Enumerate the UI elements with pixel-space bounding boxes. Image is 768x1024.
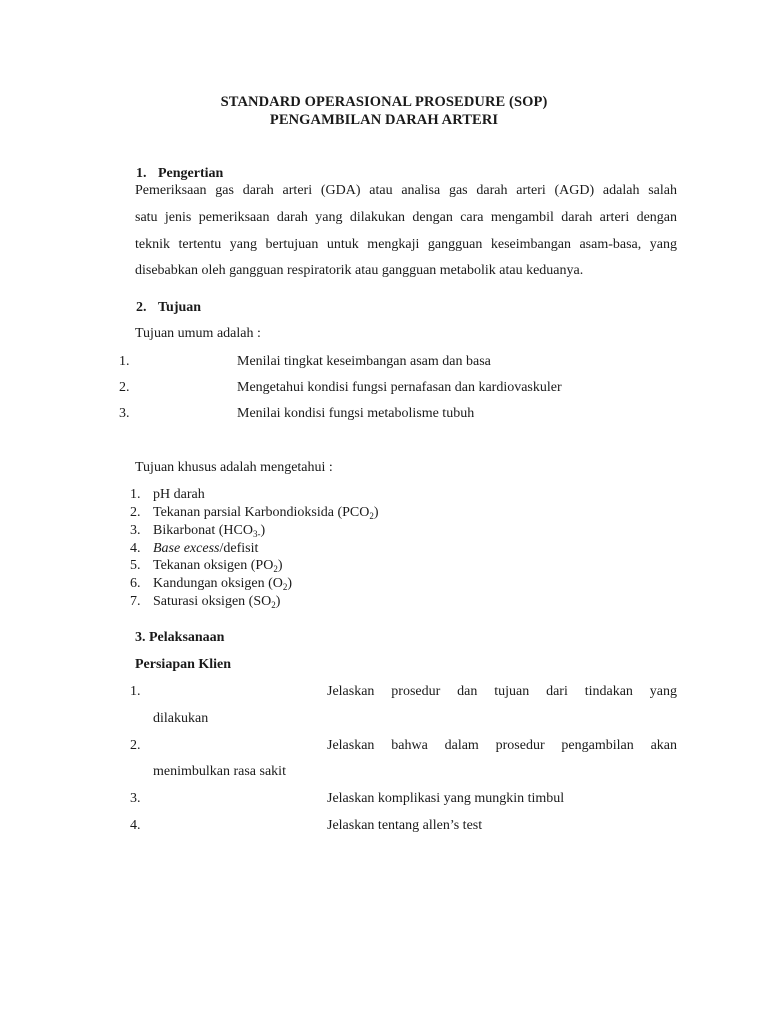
document-subtitle: PENGAMBILAN DARAH ARTERI [269, 112, 499, 128]
khusus-item-text: Saturasi oksigen $(SO_2)$ [153, 594, 281, 610]
section1-heading: Pengertian [158, 166, 224, 181]
persiapan-klien-heading: Persiapan Klien [135, 657, 232, 672]
khusus-item-text: pH darah [153, 487, 205, 502]
klien-item-text: Jelaskan bahwa dalam prosedur pengambilan akan [327, 738, 677, 753]
khusus-item-number: 5. [130, 558, 141, 573]
klien-item-continuation: dilakukan [153, 711, 209, 726]
khusus-item-text: Tekanan oksigen $(PO_2)$ [153, 558, 283, 574]
klien-item-text: Jelaskan komplikasi yang mungkin timbul [327, 791, 565, 806]
section1-line: teknik tertentu yang bertujuan untuk mengkaji gangguan keseimbangan asam-basa, yang [135, 237, 677, 252]
section1-line: satu jenis pemeriksaan darah yang dilakukan dengan cara mengambil darah arteri dengan [135, 210, 677, 225]
khusus-item-number: 6. [130, 576, 141, 591]
tujuan-khusus-intro: Tujuan khusus adalah mengetahui : [135, 460, 333, 475]
khusus-item-number: 3. [130, 523, 141, 538]
tujuan-umum-intro: Tujuan umum adalah : [135, 326, 261, 341]
klien-item-text: Jelaskan prosedur dan tujuan dari tindakan yang [327, 684, 677, 699]
umum-item-text: Mengetahui kondisi fungsi pernafasan dan kardiovaskuler [237, 380, 562, 395]
khusus-item-number: 4. [130, 541, 141, 556]
umum-item-text: Menilai tingkat keseimbangan asam dan basa [237, 354, 491, 369]
klien-item-number: 1. [130, 684, 141, 699]
klien-item-number: 2. [130, 738, 141, 753]
umum-item-number: 2. [119, 380, 130, 395]
khusus-item-number: 2. [130, 505, 141, 520]
section1-number: 1. [136, 166, 147, 181]
document-title: STANDARD OPERASIONAL PROSEDURE (SOP) [220, 94, 548, 110]
klien-item-number: 4. [130, 818, 141, 833]
section3-heading: 3. Pelaksanaan [135, 630, 225, 645]
khusus-item-number: 1. [130, 487, 141, 502]
section1-line: disebabkan oleh gangguan respiratorik atau gangguan metabolik atau keduanya. [135, 263, 584, 278]
khusus-item-number: 7. [130, 594, 141, 609]
umum-item-number: 3. [119, 406, 130, 421]
klien-item-number: 3. [130, 791, 141, 806]
klien-item-text: Jelaskan tentang allen’s test [327, 818, 483, 833]
umum-item-number: 1. [119, 354, 130, 369]
khusus-item-text: Bikarbonat $(HCO_{3-})$ [153, 523, 266, 539]
klien-item-continuation: menimbulkan rasa sakit [153, 764, 286, 779]
khusus-item-text: Tekanan parsial Karbondioksida $(PCO_2)$ [153, 505, 379, 521]
umum-item-text: Menilai kondisi fungsi metabolisme tubuh [237, 406, 475, 421]
section2-heading: Tujuan [158, 300, 202, 315]
section1-line: Pemeriksaan gas darah arteri (GDA) atau analisa gas darah arteri (AGD) adalah salah [135, 183, 677, 198]
khusus-item-text: Kandungan oksigen $(O_2)$ [153, 576, 293, 592]
section2-number: 2. [136, 300, 147, 315]
khusus-item-text: Base excess/defisit [153, 541, 259, 556]
